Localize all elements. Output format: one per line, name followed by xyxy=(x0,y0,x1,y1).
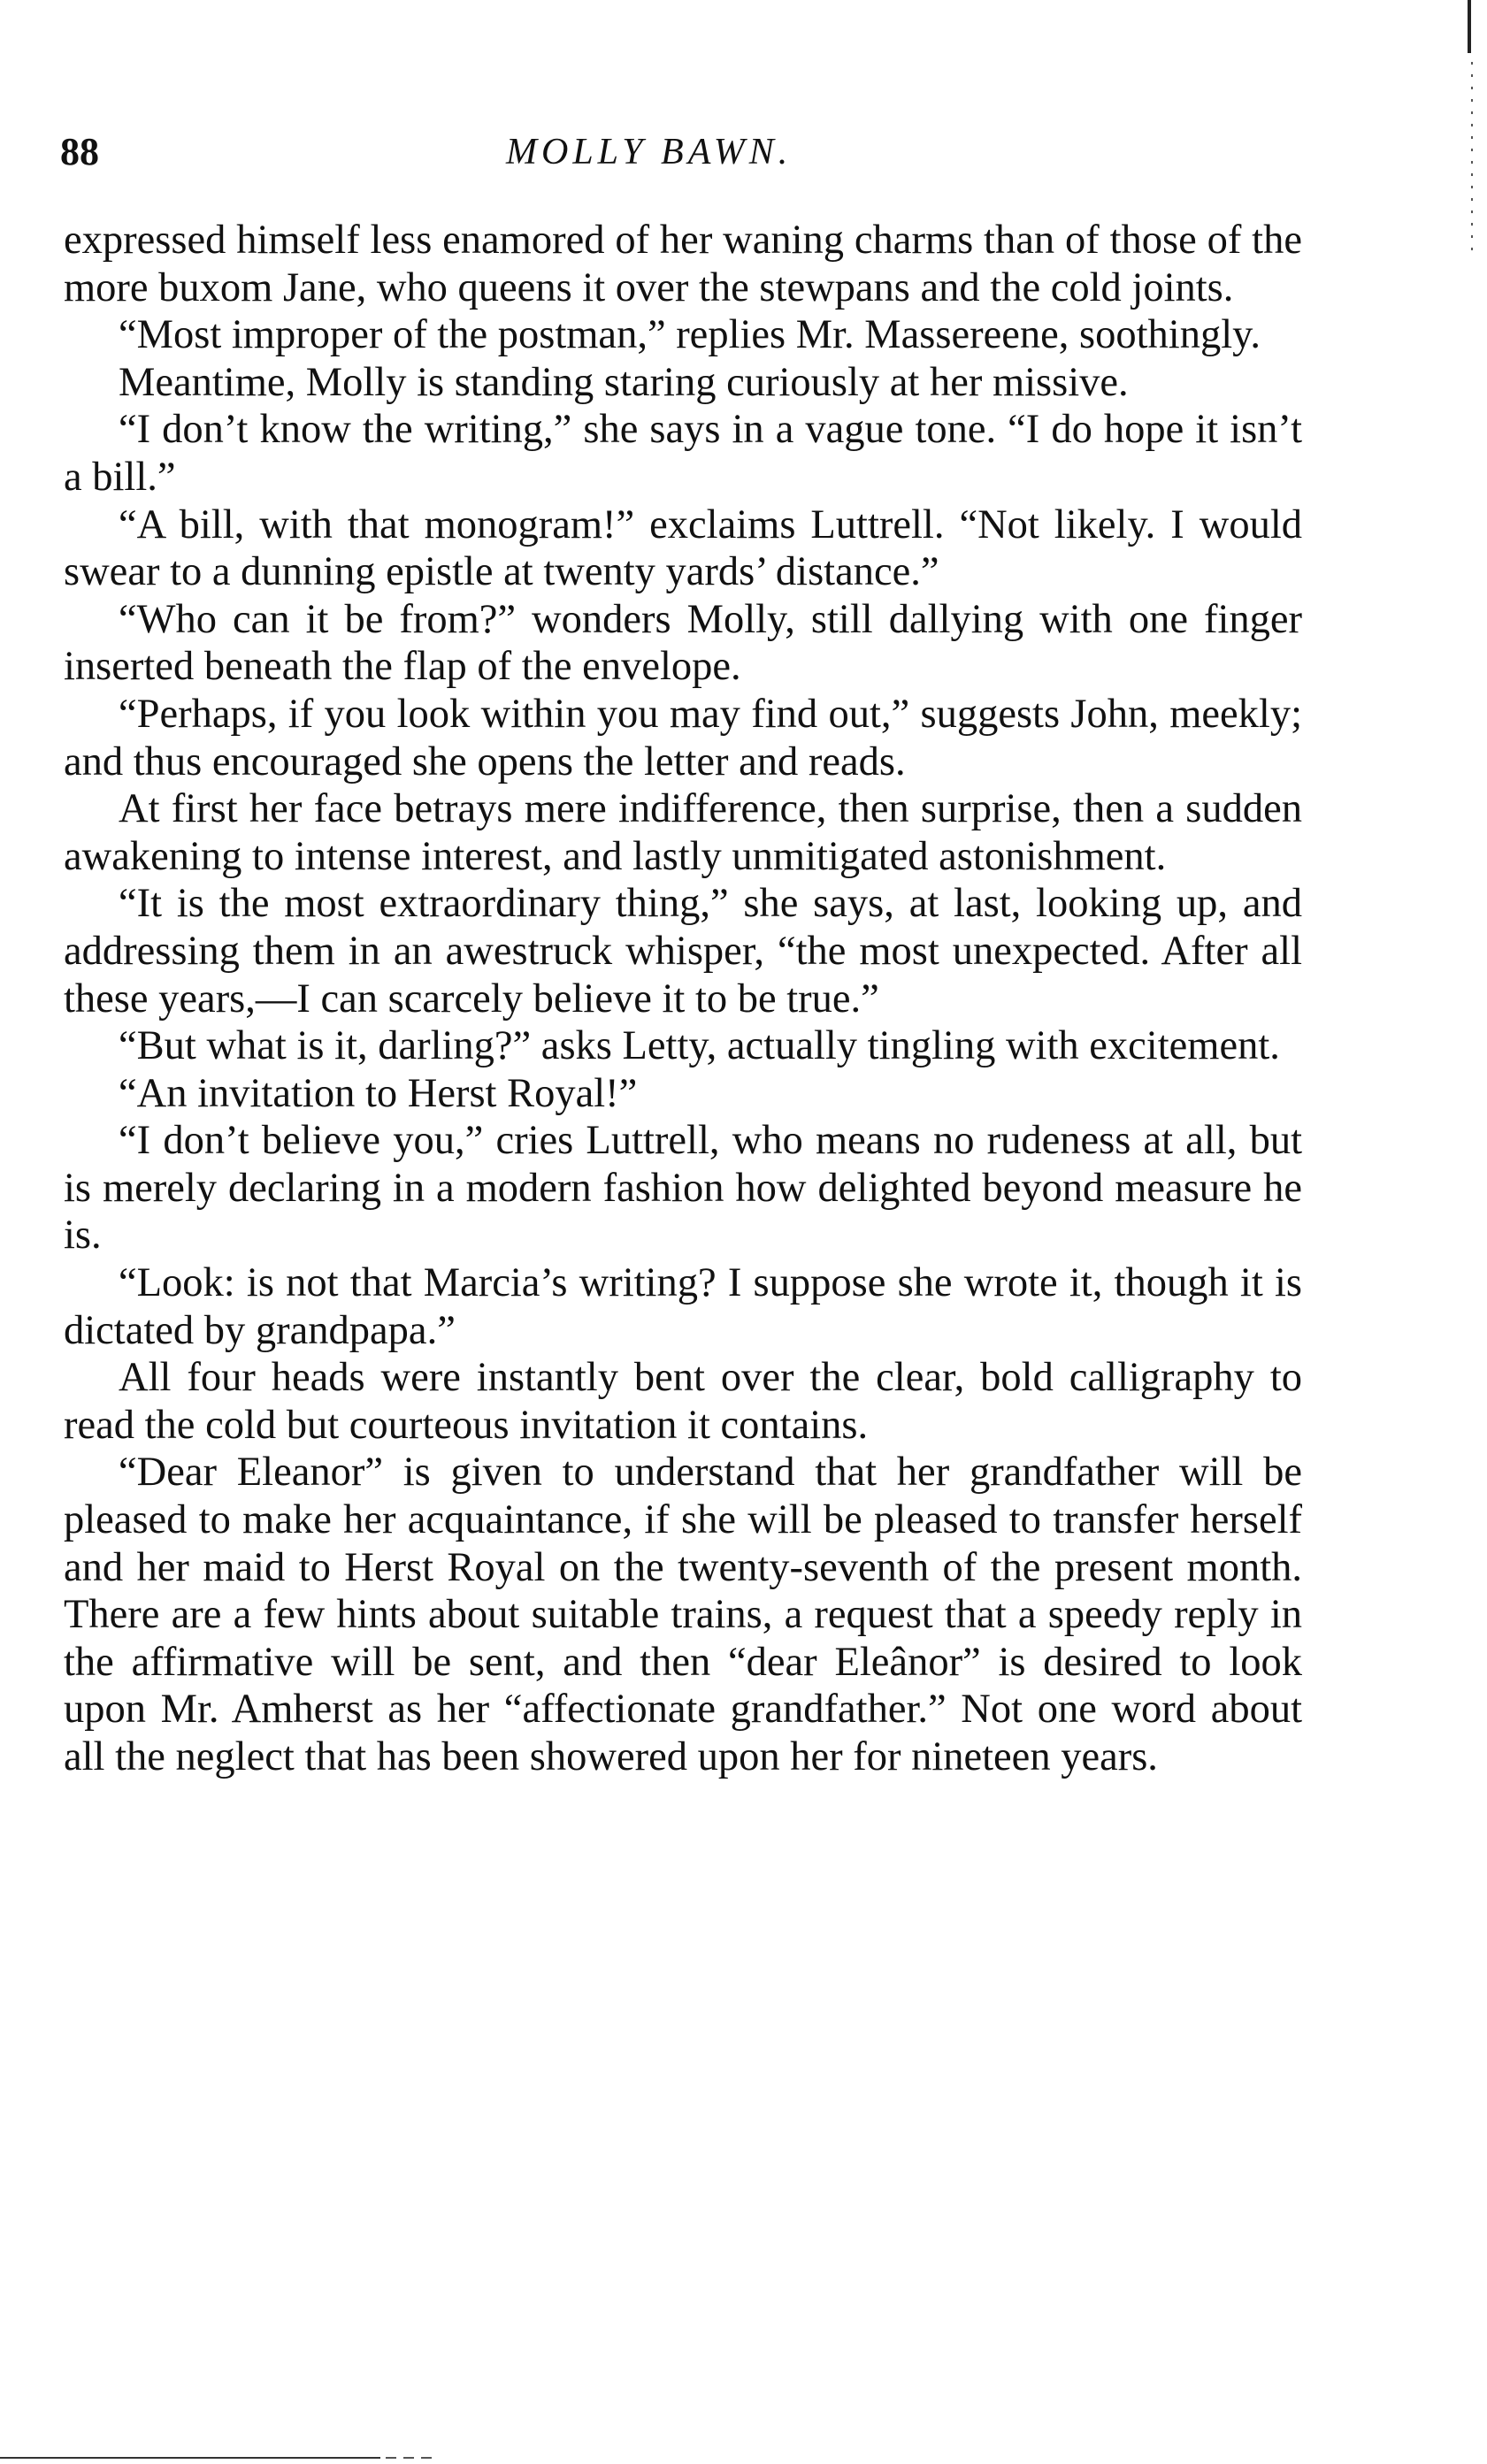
bottom-rule-dash xyxy=(386,2457,439,2459)
paragraph: “A bill, with that monogram!” exclaims Luttrell. “Not likely. I would swear to a dunning epistle at twenty yards’ distance.” xyxy=(64,501,1302,595)
paragraph: “Most improper of the postman,” replies Mr. Massereene, soothingly. xyxy=(119,312,1261,358)
paragraph: expressed himself less enamored of her waning charms than of those of the more buxom Jane, who queens it over the stewpans and the cold joints. xyxy=(64,218,1302,310)
paragraph: “Look: is not that Marcia’s writing? I suppose she wrote it, though it is dictated by grandpapa.” xyxy=(64,1260,1302,1353)
paragraph: “It is the most extraordinary thing,” she says, at last, looking up, and addressing them in an awestruck whisper, “the most unexpected. After all these years,—I can scarcely believe it to be true.” xyxy=(64,881,1302,1022)
page-edge-mark xyxy=(1468,0,1471,53)
paragraph: “Dear Eleanor” is given to understand that her grandfather will be pleased to make her acquaintance, if she will be pleased to transfer herself and her maid to Herst Royal on the twenty-seventh of the present month. There are a few hints about suitable trains, a request that a speedy reply in the affirmative will be sent, and then “dear Eleânor” is desired to look upon Mr. Amherst as her “affectionate grandfather.” Not one word about all the neglect that has been showered upon her for nineteen years. xyxy=(64,1450,1302,1779)
running-header xyxy=(0,126,1487,179)
body-text xyxy=(64,217,1302,1781)
paragraph: “I don’t believe you,” cries Luttrell, who means no rudeness at all, but is merely declaring in a modern fashion how delighted beyond measure he is. xyxy=(64,1118,1302,1259)
paragraph: At first her face betrays mere indifference, then surprise, then a sudden awakening to intense interest, and lastly unmitigated astonishment. xyxy=(64,786,1302,879)
paragraph: “I don’t know the writing,” she says in a vague tone. “I do hope it isn’t a bill.” xyxy=(64,407,1302,500)
paragraph: “An invitation to Herst Royal!” xyxy=(119,1070,638,1116)
paragraph: Meantime, Molly is standing staring curiously at her missive. xyxy=(119,359,1129,405)
paragraph: All four heads were instantly bent over the clear, bold calligraphy to read the cold but courteous invitation it contains. xyxy=(64,1355,1302,1448)
bottom-rule xyxy=(0,2457,380,2459)
running-title: MOLLY BAWN. xyxy=(506,132,793,172)
paragraph: “But what is it, darling?” asks Letty, actually tingling with excitement. xyxy=(119,1023,1280,1069)
page-number: 88 xyxy=(60,130,99,173)
paragraph: “Who can it be from?” wonders Molly, still dallying with one finger inserted beneath the flap of the envelope. xyxy=(64,596,1302,690)
paragraph: “Perhaps, if you look within you may find out,” suggests John, meekly; and thus encouraged she opens the letter and reads. xyxy=(64,691,1302,784)
